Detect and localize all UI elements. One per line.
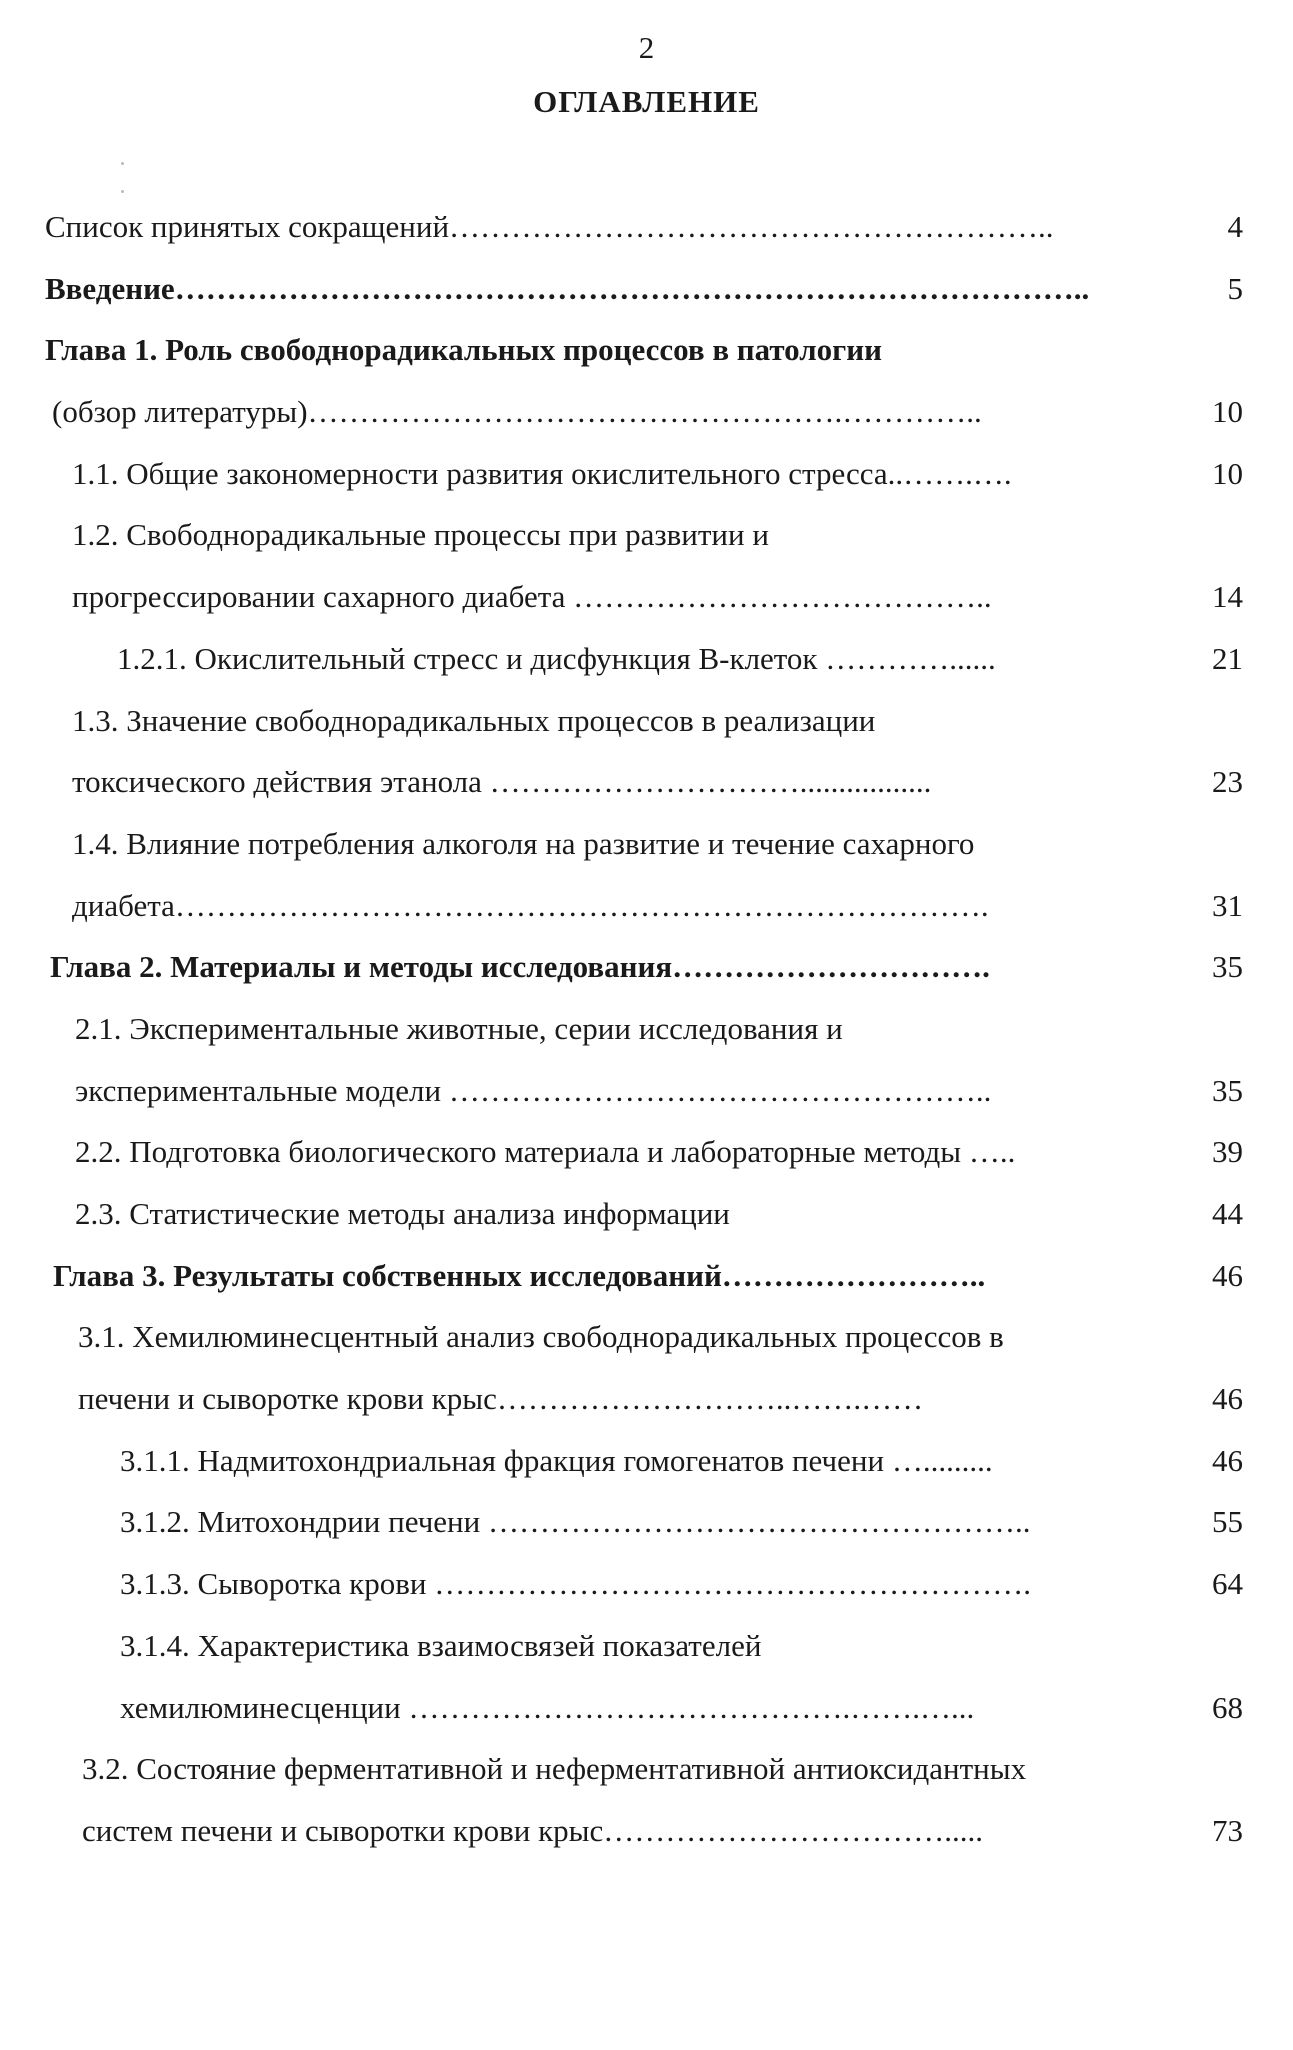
toc-entry-page: 68 <box>1212 1689 1243 1725</box>
toc-entry-page: 4 <box>1227 209 1243 244</box>
toc-entry <box>0 936 1293 998</box>
scan-speck <box>121 190 124 193</box>
page-number: 2 <box>638 30 655 65</box>
toc-entry <box>0 998 1293 1060</box>
toc-entry-text: 1.1. Общие закономерности развития окислительного стресса..…….…. <box>72 455 1012 491</box>
toc-entry <box>0 196 1293 258</box>
toc-entry <box>0 381 1293 443</box>
toc-entry-text: 3.1.1. Надмитохондриальная фракция гомогенатов печени …......... <box>120 1442 993 1478</box>
scan-speck <box>121 162 124 165</box>
toc-entry <box>0 628 1293 690</box>
toc-entry <box>0 1245 1293 1307</box>
toc-entry <box>0 1677 1293 1739</box>
toc-entry <box>0 1121 1293 1183</box>
toc-entry-page: 21 <box>1212 640 1243 676</box>
toc-entry <box>0 875 1293 937</box>
toc-entry <box>0 566 1293 628</box>
toc-entry <box>0 258 1293 320</box>
toc-entry-text: 3.1.2. Митохондрии печени …………………………………………….. <box>120 1504 1031 1540</box>
toc-entry-text: 3.1.4. Характеристика взаимосвязей показателей <box>120 1627 762 1663</box>
toc-entry <box>0 319 1293 381</box>
toc-entry-text: 1.2.1. Окислительный стресс и дисфункция В-клеток …………...... <box>117 640 996 676</box>
toc-entry <box>0 1306 1293 1368</box>
toc-entry-text: печени и сыворотке крови крыс………………………..…….…… <box>78 1381 924 1417</box>
toc-entry-page: 35 <box>1212 949 1243 985</box>
toc-entry <box>0 504 1293 566</box>
toc-entry-page: 10 <box>1212 394 1243 430</box>
toc-entry-text: Введение…………………………………………………………………………….. <box>45 270 1090 306</box>
toc-entry-text: хемилюминесценции …………………………………….…….…... <box>120 1689 975 1725</box>
page-title: ОГЛАВЛЕНИЕ <box>533 84 760 119</box>
toc-entry-page: 46 <box>1212 1442 1243 1478</box>
toc-entry-page: 44 <box>1212 1196 1243 1231</box>
toc-entry <box>0 751 1293 813</box>
toc-entry-page: 5 <box>1227 270 1243 306</box>
toc-entry-text: диабета……………………………………………………………………. <box>72 887 989 923</box>
toc-entry-text: 2.1. Экспериментальные животные, серии исследования и <box>75 1010 843 1046</box>
toc-entry-text: 1.2. Свободнорадикальные процессы при развитии и <box>72 517 769 553</box>
toc-entry-text: прогрессировании сахарного диабета ………………………………….. <box>72 579 992 615</box>
toc-entry-text: 2.2. Подготовка биологического материала и лабораторные методы ….. <box>75 1134 1016 1170</box>
toc-entry-text: 1.4. Влияние потребления алкоголя на развитие и течение сахарного <box>72 825 975 861</box>
toc-entry <box>0 443 1293 505</box>
toc-entry-text: систем печени и сыворотки крови крыс……………………………..... <box>82 1812 983 1848</box>
toc-entry <box>0 1738 1293 1800</box>
toc-entry <box>0 690 1293 752</box>
toc-entry <box>0 813 1293 875</box>
toc-entry-text: 2.3. Статистические методы анализа информации <box>75 1196 730 1231</box>
toc-entry-page: 46 <box>1212 1257 1243 1293</box>
toc-entry-page: 64 <box>1212 1566 1243 1602</box>
table-of-contents <box>0 196 1293 1862</box>
toc-entry-text: 3.1.3. Сыворотка крови …………………………………………………. <box>120 1566 1031 1602</box>
toc-entry-text: Список принятых сокращений………………………………………………….. <box>45 209 1054 244</box>
toc-entry <box>0 1553 1293 1615</box>
toc-entry-text: Глава 2. Материалы и методы исследования…………………………. <box>50 949 990 985</box>
toc-entry-page: 14 <box>1212 579 1243 615</box>
toc-entry-text: Глава 3. Результаты собственных исследований…………………….. <box>53 1257 986 1293</box>
toc-entry <box>0 1183 1293 1245</box>
toc-entry <box>0 1060 1293 1122</box>
toc-entry-page: 10 <box>1212 455 1243 491</box>
toc-entry <box>0 1491 1293 1553</box>
toc-entry-page: 35 <box>1212 1072 1243 1108</box>
toc-entry-text: токсического действия этанола …………………………................. <box>72 764 932 800</box>
toc-entry <box>0 1800 1293 1862</box>
toc-entry-page: 31 <box>1212 887 1243 923</box>
toc-entry-text: экспериментальные модели …………………………………………….. <box>75 1072 992 1108</box>
toc-entry <box>0 1430 1293 1492</box>
toc-entry <box>0 1368 1293 1430</box>
toc-entry-page: 39 <box>1212 1134 1243 1170</box>
toc-entry-page: 46 <box>1212 1381 1243 1417</box>
toc-entry-text: 3.1. Хемилюминесцентный анализ свободнорадикальных процессов в <box>78 1319 1004 1355</box>
toc-entry-page: 23 <box>1212 764 1243 800</box>
toc-entry-text: 1.3. Значение свободнорадикальных процессов в реализации <box>72 702 876 738</box>
toc-entry-text: Глава 1. Роль свободнорадикальных процессов в патологии <box>45 332 882 368</box>
toc-entry-text: (обзор литературы)…………………………………………….………….. <box>52 394 982 430</box>
toc-entry-page: 55 <box>1212 1504 1243 1540</box>
toc-entry-text: 3.2. Состояние ферментативной и неферментативной антиоксидантных <box>82 1751 1027 1787</box>
toc-entry-page: 73 <box>1212 1812 1243 1848</box>
toc-entry <box>0 1615 1293 1677</box>
